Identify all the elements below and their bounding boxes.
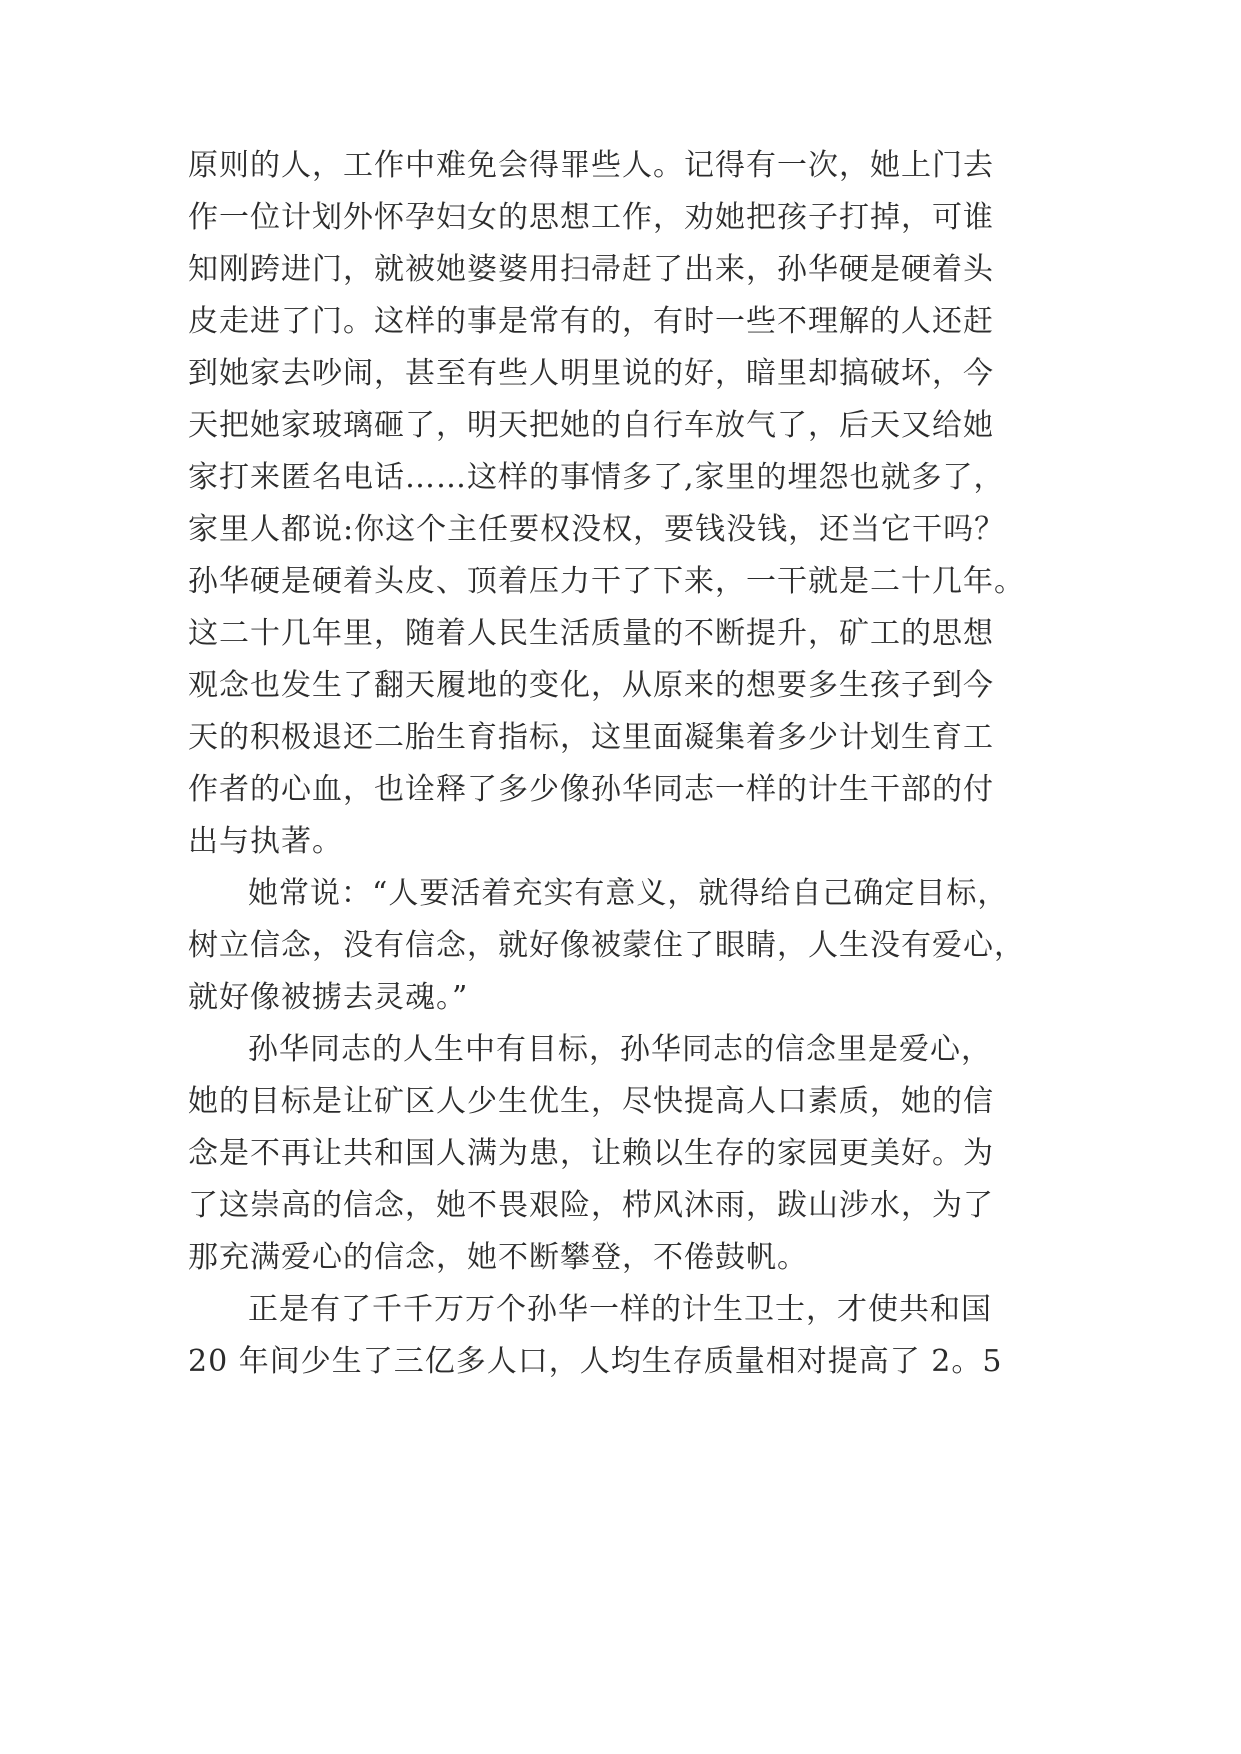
text-line-1: 原则的人，工作中难免会得罪些人。记得有一次，她上门去 — [188, 148, 994, 183]
text-line-3: 知刚跨进门，就被她婆婆用扫帚赶了出来，孙华硬是硬着头 — [188, 252, 994, 287]
body-text — [188, 140, 1068, 1388]
text-line-19: 她的目标是让矿区人少生优生，尽快提高人口素质，她的信 — [188, 1084, 994, 1119]
text-line-22: 那充满爱心的信念，她不断攀登，不倦鼓帆。 — [188, 1240, 808, 1275]
text-line-2: 作一位计划外怀孕妇女的思想工作，劝她把孩子打掉，可谁 — [188, 200, 994, 235]
text-line-23: 正是有了千千万万个孙华一样的计生卫士，才使共和国 — [248, 1292, 992, 1327]
text-line-10: 这二十几年里，随着人民生活质量的不断提升，矿工的思想 — [188, 616, 994, 651]
text-line-11: 观念也发生了翻天履地的变化，从原来的想要多生孩子到今 — [188, 668, 994, 703]
text-line-5: 到她家去吵闹，甚至有些人明里说的好，暗里却搞破坏，今 — [188, 356, 994, 391]
text-line-4: 皮走进了门。这样的事是常有的，有时一些不理解的人还赶 — [188, 304, 994, 339]
text-line-14: 出与执著。 — [188, 824, 343, 859]
text-line-18: 孙华同志的人生中有目标，孙华同志的信念里是爱心， — [248, 1032, 992, 1067]
text-line-12: 天的积极退还二胎生育指标，这里面凝集着多少计划生育工 — [188, 720, 994, 755]
text-line-17: 就好像被掳去灵魂。” — [188, 980, 469, 1015]
text-line-8: 家里人都说:你这个主任要权没权，要钱没钱，还当它干吗？ — [188, 512, 1006, 547]
text-line-13: 作者的心血，也诠释了多少像孙华同志一样的计生干部的付 — [188, 772, 994, 807]
text-line-20: 念是不再让共和国人满为患，让赖以生存的家园更美好。为 — [188, 1136, 994, 1171]
text-line-16: 树立信念，没有信念，就好像被蒙住了眼睛，人生没有爱心， — [188, 928, 1025, 963]
text-line-21: 了这崇高的信念，她不畏艰险，栉风沐雨，跋山涉水，为了 — [188, 1188, 994, 1223]
text-line-6: 天把她家玻璃砸了，明天把她的自行车放气了，后天又给她 — [188, 408, 994, 443]
text-line-15: 她常说：“人要活着充实有意义，就得给自己确定目标， — [248, 876, 1009, 911]
text-line-24: 20 年间少生了三亿多人口，人均生存质量相对提高了 2。5 — [188, 1344, 1003, 1379]
text-line-7: 家打来匿名电话……这样的事情多了,家里的埋怨也就多了， — [188, 460, 1005, 495]
text-line-9: 孙华硬是硬着头皮、顶着压力干了下来，一干就是二十几年。 — [188, 564, 1025, 599]
